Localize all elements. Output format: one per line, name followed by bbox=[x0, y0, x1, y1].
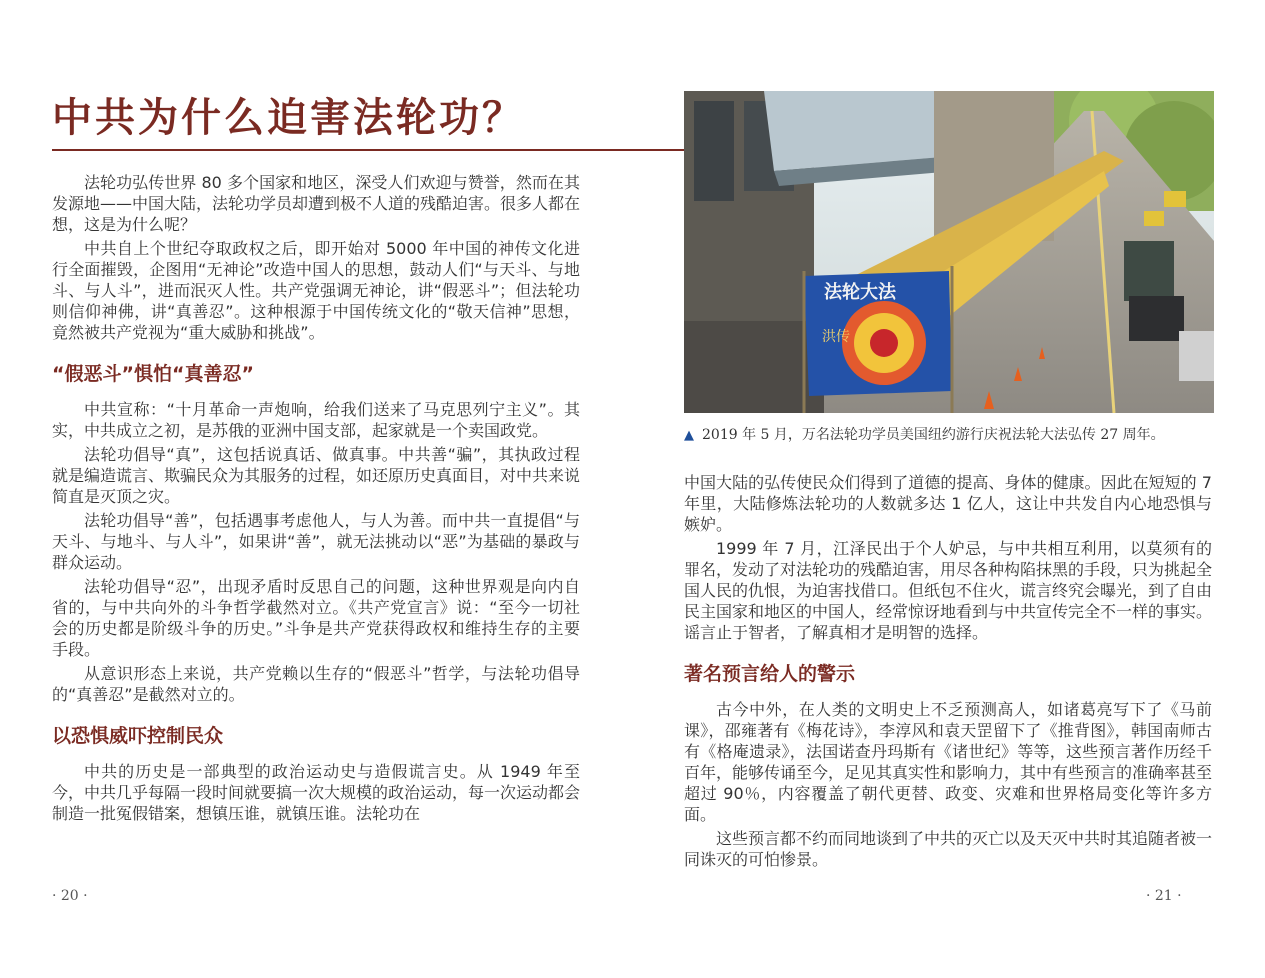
parade-photo bbox=[684, 91, 1214, 413]
section3-paragraph-2: 这些预言都不约而同地谈到了中共的灭亡以及天灭中共时其追随者被一同诛灭的可怕惨景。 bbox=[684, 829, 1213, 869]
section1-paragraph-3: 法轮功倡导“善”，包括遇事考虑他人，与人为善。而中共一直提倡“与天斗、与地斗、与人斗”，如果讲“善”，就无法挑动以“恶”为基础的暴政与群众运动。 bbox=[52, 511, 580, 572]
left-page bbox=[0, 0, 632, 978]
page-number-left: · 20 · bbox=[52, 888, 88, 904]
banner-side-text: 洪传 bbox=[822, 329, 850, 345]
section-heading-2: 以恐惧威吓控制民众 bbox=[52, 725, 224, 747]
triangle-icon: ▲ bbox=[684, 428, 694, 443]
right-page bbox=[632, 0, 1265, 978]
section-heading-3: 著名预言给人的警示 bbox=[684, 663, 856, 685]
photo-caption-text: 2019 年 5 月，万名法轮功学员美国纽约游行庆祝法轮大法弘传 27 周年。 bbox=[702, 427, 1165, 443]
photo-caption bbox=[684, 424, 1244, 444]
title-rule bbox=[52, 149, 685, 151]
section1-paragraph-5: 从意识形态上来说，共产党赖以生存的“假恶斗”哲学，与法轮功倡导的“真善忍”是截然对立的。 bbox=[52, 664, 580, 704]
section1-paragraph-1: 中共宣称：“十月革命一声炮响，给我们送来了马克思列宁主义”。其实，中共成立之初，是苏俄的亚洲中国支部，起家就是一个卖国政党。 bbox=[52, 400, 580, 440]
right-paragraph-1: 中国大陆的弘传使民众们得到了道德的提高、身体的健康。因此在短短的 7 年里，大陆修炼法轮功的人数就多达 1 亿人，这让中共发自内心地恐惧与嫉妒。 bbox=[684, 473, 1212, 534]
right-column bbox=[684, 472, 1212, 873]
section1-paragraph-2: 法轮功倡导“真”，这包括说真话、做真事。中共善“骗”，其执政过程就是编造谎言、欺骗民众为其服务的过程，如还原历史真面目，对中共来说简直是灭顶之灾。 bbox=[52, 445, 581, 506]
section2-paragraph-1: 中共的历史是一部典型的政治运动史与造假谎言史。从 1949 年至今，中共几乎每隔一段时间就要搞一次大规模的政治运动，每一次运动都会制造一批冤假错案，想镇压谁，就镇压谁。法轮功在 bbox=[52, 762, 581, 823]
page-title: 中共为什么迫害法轮功？ bbox=[52, 95, 525, 141]
banner-text: 法轮大法 bbox=[824, 282, 896, 303]
intro-paragraph-1: 法轮功弘传世界 80 多个国家和地区，深受人们欢迎与赞誉，然而在其发源地——中国大陆，法轮功学员却遭到极不人道的残酷迫害。很多人都在想，这是为什么呢？ bbox=[52, 173, 581, 234]
section-heading-1: “假恶斗”惧怕“真善忍” bbox=[52, 363, 254, 385]
section3-paragraph-1: 古今中外，在人类的文明史上不乏预测高人，如诸葛亮写下了《马前课》，邵雍著有《梅花诗》，李淳风和袁天罡留下了《推背图》，韩国南师古有《格庵遗录》，法国诺查丹玛斯有《诸世纪》等等，这些预言著作历经千百年，能够传诵至今，足见其真实性和影响力，其中有些预言的准确率甚至超过 90％，内容覆盖了朝代更替、政变、灾难和世界格局变化等许多方面。 bbox=[684, 700, 1213, 824]
right-paragraph-2: 1999 年 7 月，江泽民出于个人妒忌，与中共相互利用，以莫须有的罪名，发动了对法轮功的残酷迫害，用尽各种构陷抹黑的手段，只为挑起全国人民的仇恨，为迫害找借口。但纸包不住火，谎言终究会曝光，到了自由民主国家和地区的中国人，经常惊讶地看到与中共宣传完全不一样的事实。谣言止于智者，了解真相才是明智的选择。 bbox=[684, 539, 1213, 642]
intro-paragraph-2: 中共自上个世纪夺取政权之后，即开始对 5000 年中国的神传文化进行全面摧毁，企图用“无神论”改造中国人的思想，鼓动人们“与天斗、与地斗、与人斗”，进而泯灭人性。共产党强调无神论，讲“假恶斗”；但法轮功则信仰神佛，讲“真善忍”。这种根源于中国传统文化的“敬天信神”思想，竟然被共产党视为“重大威胁和挑战”。 bbox=[52, 239, 580, 342]
section1-paragraph-4: 法轮功倡导“忍”，出现矛盾时反思自己的问题，这种世界观是向内自省的，与中共向外的斗争哲学截然对立。《共产党宣言》说：“至今一切社会的历史都是阶级斗争的历史。”斗争是共产党获得政权和维持生存的主要手段。 bbox=[52, 577, 580, 659]
left-column bbox=[52, 172, 580, 827]
page-number-right: · 21 · bbox=[1146, 888, 1182, 904]
parade-photo-icon bbox=[684, 91, 1214, 413]
